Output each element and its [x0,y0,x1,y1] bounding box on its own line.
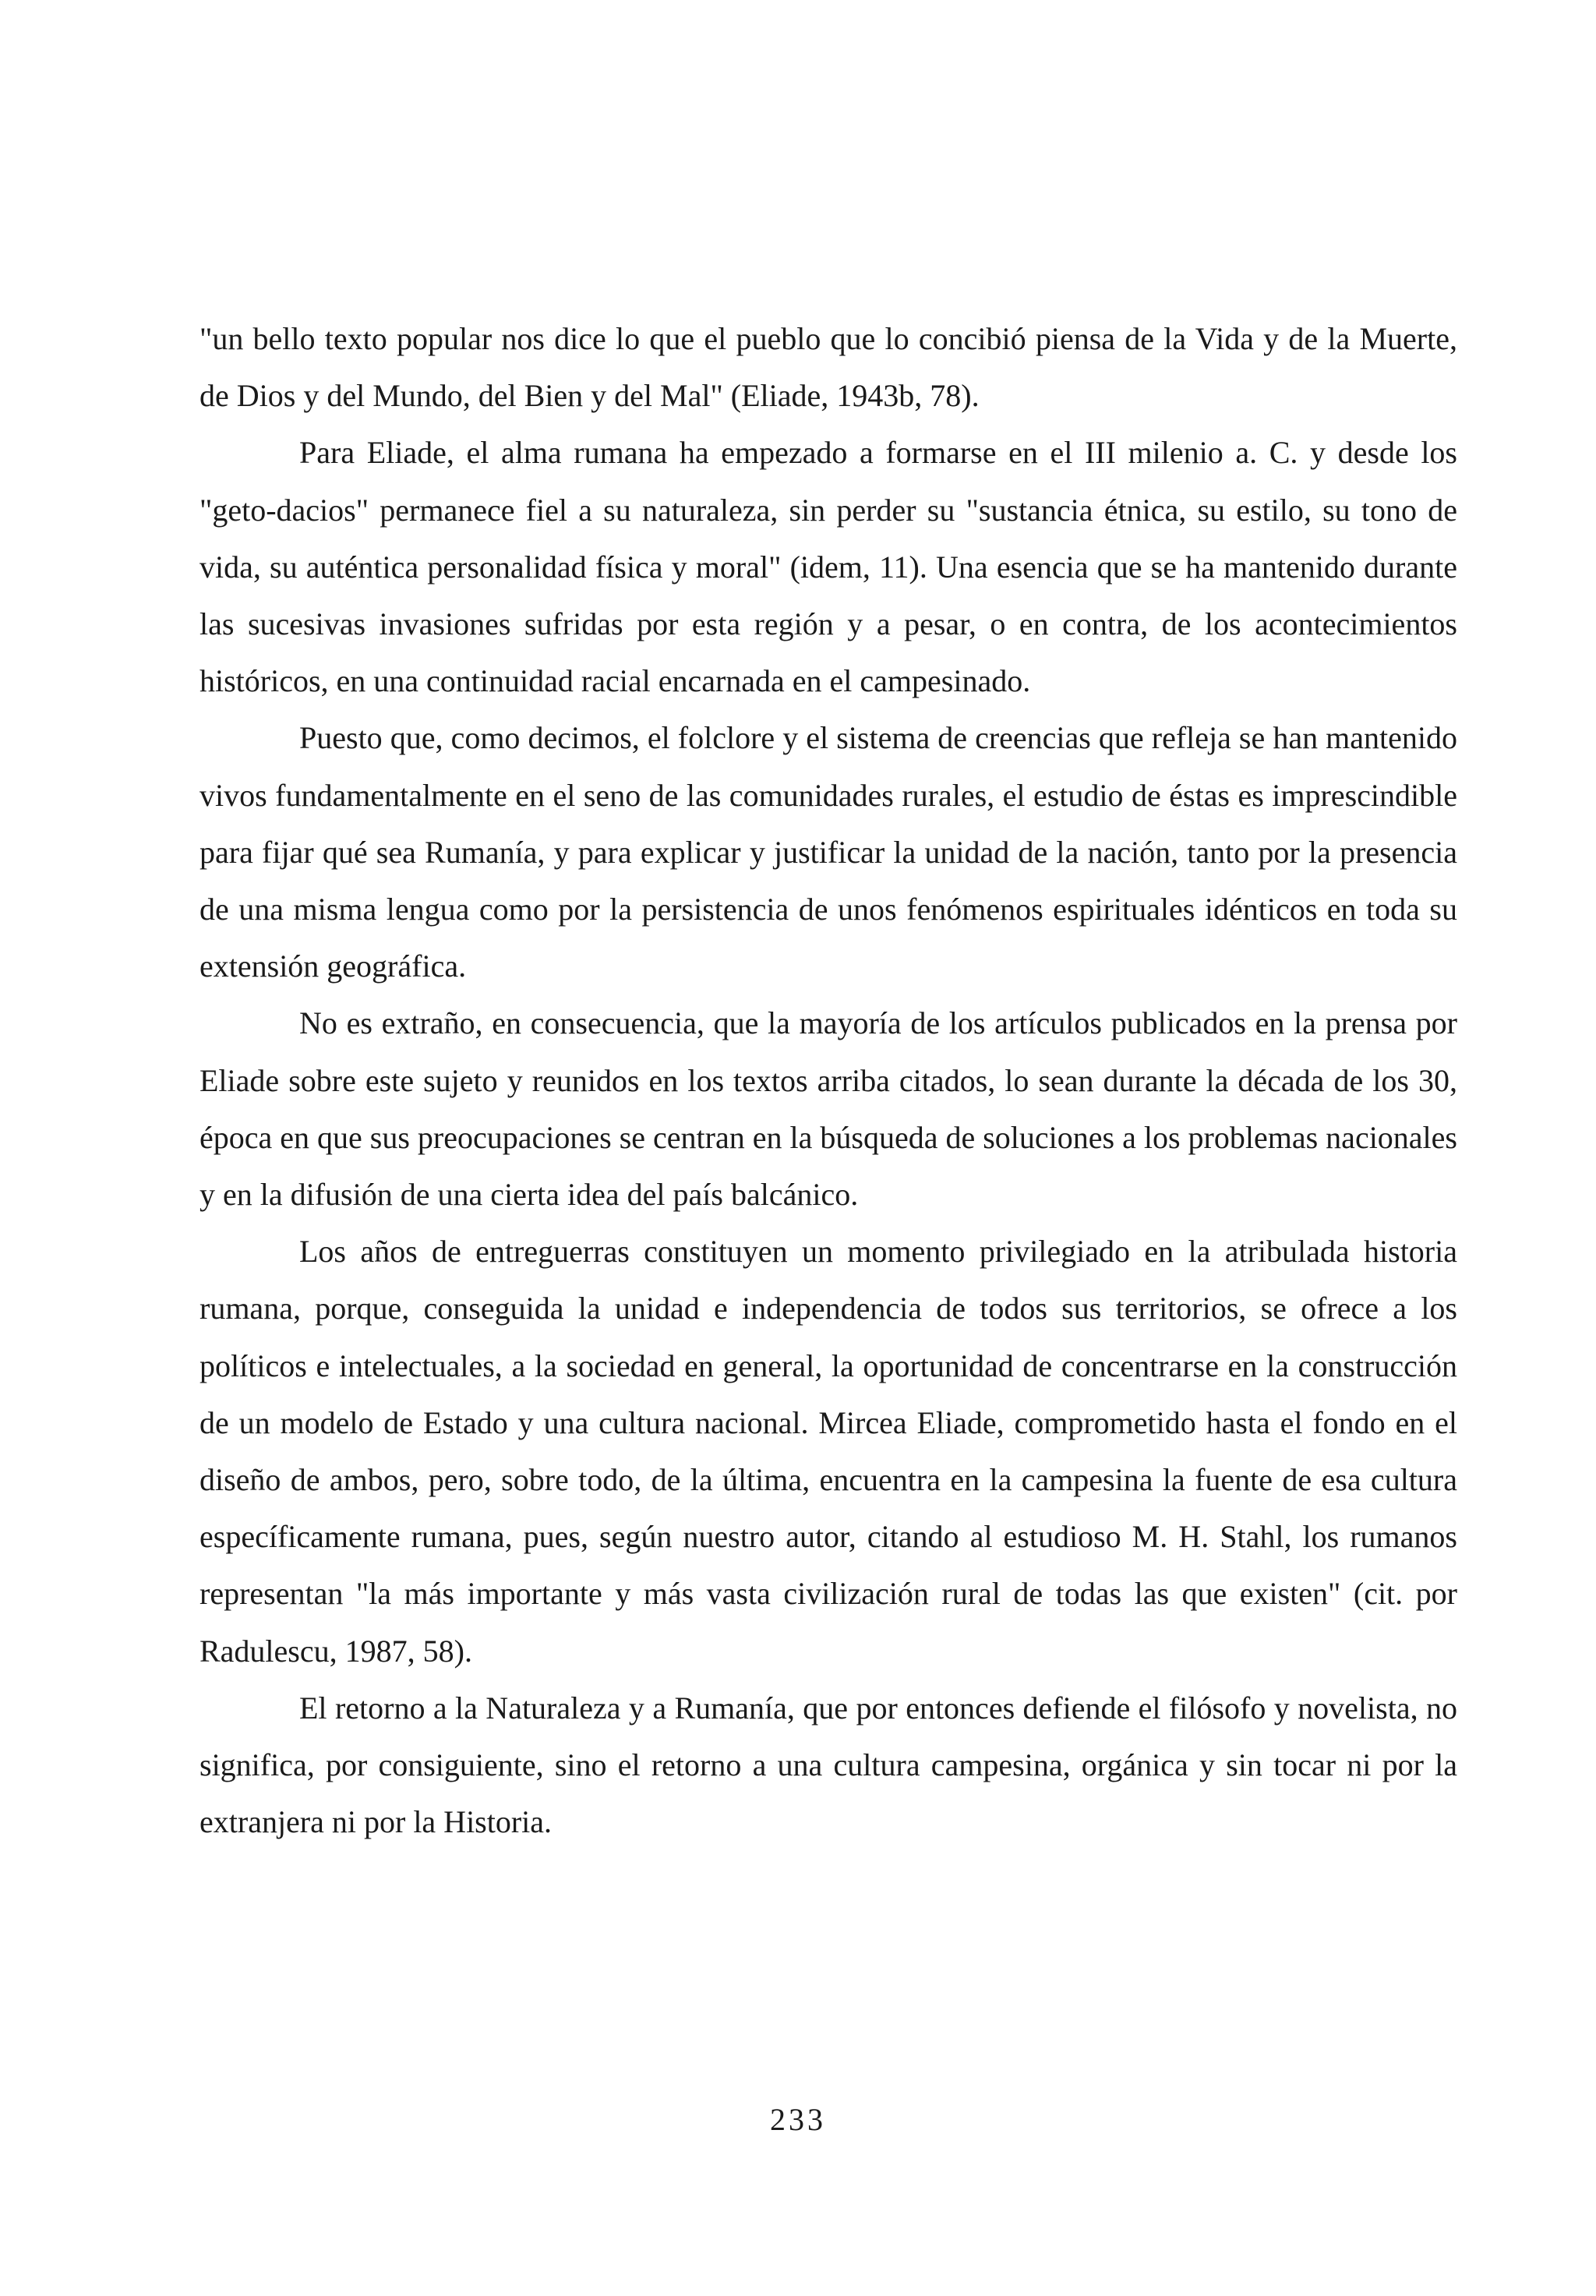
page-number: 233 [770,2102,826,2137]
paragraph-entreguerras: Los años de entreguerras constituyen un momento privilegiado en la atribulada historia rumana, porque, conseguida la unidad e independencia de todos sus territorios, se ofrece a los políticos e intelectuales, a la sociedad en general, la oportunidad de concentrarse en la construcción de un modelo de Estado y una cultura nacional. Mircea Eliade, comprometido hasta el fondo en el diseño de ambos, pero, sobre todo, de la última, encuentra en la campesina la fuente de esa cultura específicamente rumana, pues, según nuestro autor, citando al estudioso M. H. Stahl, los rumanos representan "la más importante y más vasta civilización rural de todas las que existen" (cit. por Radulescu, 1987, 58). [200,1234,1457,1669]
paragraph-continued-quote: "un bello texto popular nos dice lo que el pueblo que lo concibió piensa de la Vida y de la Muerte, de Dios y del Mundo, del Bien y del Mal" (Eliade, 1943b, 78). [200,321,1457,414]
body-text [200,310,1457,1850]
paragraph-alma-rumana: Para Eliade, el alma rumana ha empezado a formarse en el III milenio a. C. y desde los "geto-dacios" permanece fiel a su naturaleza, sin perder su "sustancia étnica, su estilo, su tono de vida, su auténtica personalidad física y moral" (idem, 11). Una esencia que se ha mantenido durante las sucesivas invasiones sufridas por esta región y a pesar, o en contra, de los acontecimientos históricos, en una continuidad racial encarnada en el campesinado. [200,435,1457,699]
paragraph-retorno-naturaleza: El retorno a la Naturaleza y a Rumanía, que por entonces defiende el filósofo y novelista, no significa, por consiguiente, sino el retorno a una cultura campesina, orgánica y sin tocar ni por la extranjera ni por la Historia. [200,1690,1457,1840]
paragraph-folclore: Puesto que, como decimos, el folclore y el sistema de creencias que refleja se han mantenido vivos fundamentalmente en el seno de las comunidades rurales, el estudio de éstas es imprescindible para fijar qué sea Rumanía, y para explicar y justificar la unidad de la nación, tanto por la presencia de una misma lengua como por la persistencia de unos fenómenos espirituales idénticos en toda su extensión geográfica. [200,720,1457,984]
paragraph-articulos-prensa: No es extraño, en consecuencia, que la mayoría de los artículos publicados en la prensa por Eliade sobre este sujeto y reunidos en los textos arriba citados, lo sean durante la década de los 30, época en que sus preocupaciones se centran en la búsqueda de soluciones a los problemas nacionales y en la difusión de una cierta idea del país balcánico. [200,1005,1457,1213]
